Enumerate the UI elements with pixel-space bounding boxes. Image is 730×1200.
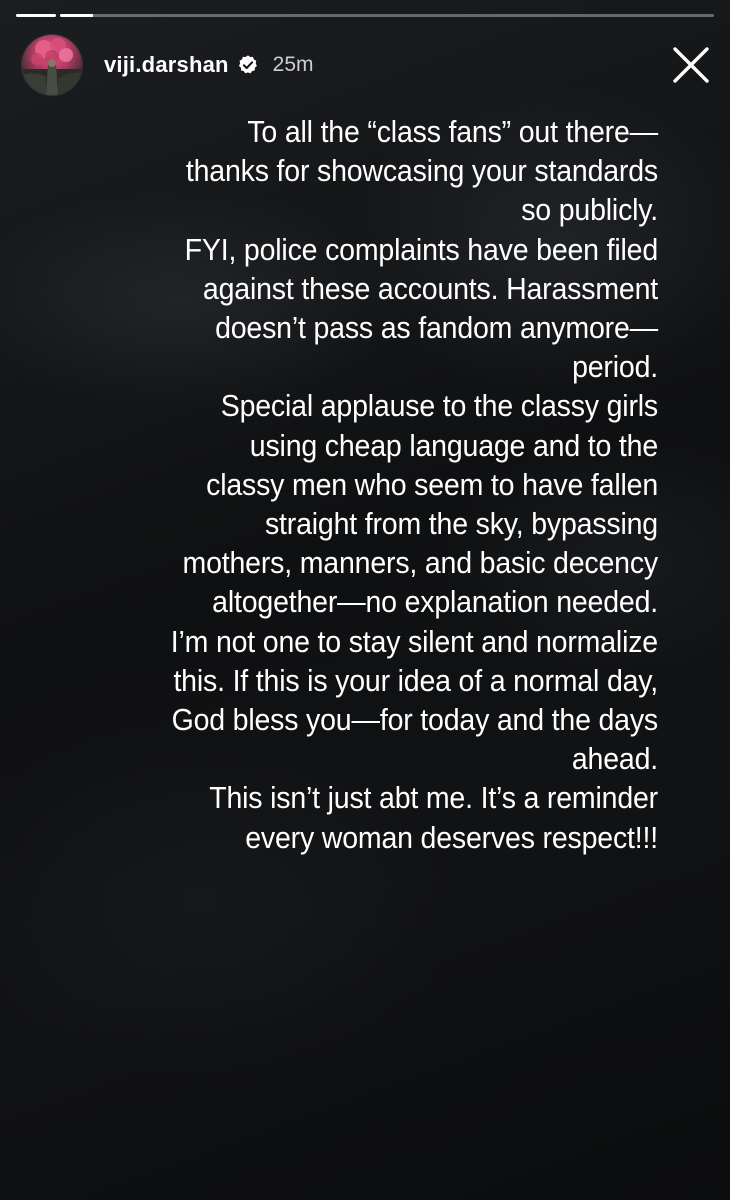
verified-badge-icon — [237, 54, 259, 76]
story-text-line: doesn’t pass as fandom anymore— — [215, 310, 658, 346]
story-text-line: God bless you—for today and the days — [171, 702, 658, 738]
story-text-line: ahead. — [571, 741, 658, 777]
story-text-line: straight from the sky, bypassing — [264, 506, 658, 542]
story-text-line: using cheap language and to the — [249, 427, 659, 463]
progress-segment-2 — [60, 14, 714, 17]
story-text-line: against these accounts. Harassment — [202, 270, 658, 306]
story-text-line: altogether—no explanation needed. — [212, 584, 658, 620]
story-text-line: period. — [572, 349, 658, 385]
story-text-line: This isn’t just abt me. It’s a reminder — [209, 780, 658, 816]
story-timestamp: 25m — [272, 53, 314, 76]
story-text-line: mothers, manners, and basic decency — [182, 545, 659, 581]
progress-segment-1 — [16, 14, 56, 17]
avatar[interactable] — [22, 35, 82, 95]
progress-segment-2-fill — [60, 14, 93, 17]
story-text-line: so publicly. — [521, 192, 658, 228]
avatar-image — [22, 35, 82, 95]
story-header — [22, 34, 714, 96]
story-text-line: every woman deserves respect!!! — [245, 819, 658, 855]
username[interactable]: viji.darshan — [104, 52, 229, 77]
progress-segment-1-fill — [16, 14, 56, 17]
story-text-line: thanks for showcasing your standards — [185, 153, 658, 189]
story-text — [69, 112, 658, 857]
close-button[interactable] — [668, 42, 714, 88]
story-text-line: FYI, police complaints have been filed — [184, 231, 658, 267]
story-progress-bar — [16, 14, 714, 17]
story-text-line: classy men who seem to have fallen — [206, 466, 658, 502]
story-text-line: this. If this is your idea of a normal day, — [173, 662, 658, 698]
story-text-line: Special applause to the classy girls — [220, 388, 659, 424]
close-icon — [671, 45, 711, 85]
story-text-line: I’m not one to stay silent and normalize — [170, 623, 659, 659]
story-text-line: To all the “class fans” out there— — [247, 114, 658, 149]
